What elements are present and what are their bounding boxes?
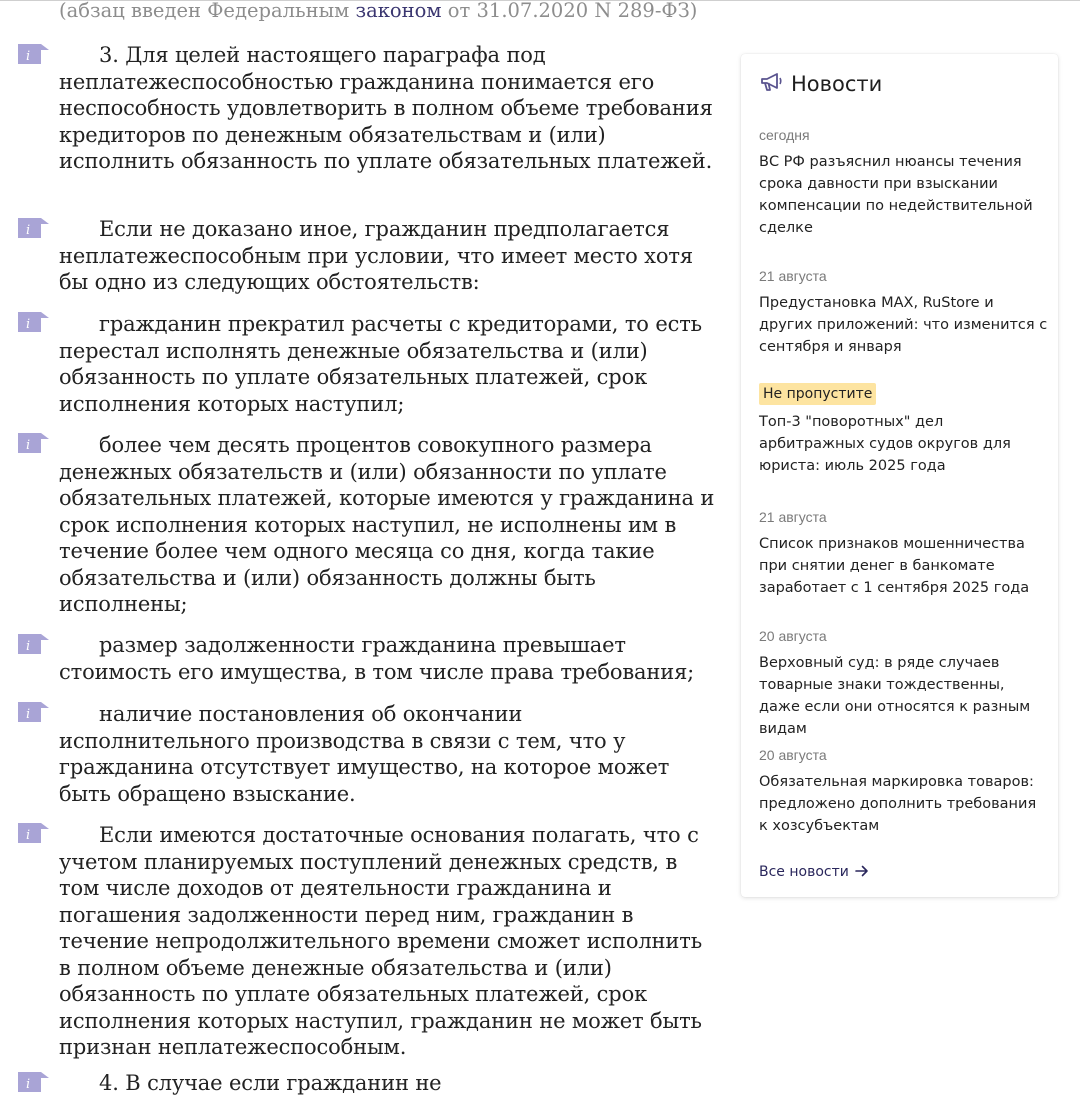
- law-paragraph: [59, 42, 719, 175]
- news-date: 20 августа: [759, 747, 827, 763]
- paragraph-text: 3. Для целей настоящего параграфа под неплатежеспособностью гражданина понимается его неспособность удовлетворить в полном объеме требования кредиторов по денежным обязательствам и (или) исполнить обязанность по уплате обязательных платежей.: [59, 43, 713, 173]
- all-news-label: Все новости: [759, 863, 849, 880]
- svg-text:i: i: [26, 223, 31, 238]
- news-item[interactable]: [759, 383, 1049, 477]
- svg-text:i: i: [26, 828, 31, 843]
- info-comment-icon[interactable]: [18, 823, 50, 845]
- paragraph-text: Если имеются достаточные основания полагать, что с учетом планируемых поступлений денежных средств, в том числе доходов от деятельности гражданина и погашения задолженности перед ним, гражданин в течение непродолжительного времени сможет исполнить в полном объеме денежные обязательства и (или) обязанность по уплате обязательных платежей, срок исполнения которых наступил, гражданин не может быть признан неплатежеспособным.: [59, 823, 703, 1059]
- news-title: Новости: [791, 72, 883, 96]
- law-paragraph: [59, 432, 719, 618]
- law-paragraph: [59, 822, 719, 1061]
- paragraph-text: наличие постановления об окончании исполнительного производства в связи с тем, что у гражданина отсутствует имущество, на которое может быть обращено взыскание.: [59, 702, 670, 806]
- news-header: [759, 68, 882, 100]
- dont-miss-badge: Не пропустите: [759, 383, 876, 405]
- news-headline[interactable]: Обязательная маркировка товаров: предложено дополнить требования к хозсубъектам: [759, 774, 1037, 834]
- info-comment-icon[interactable]: [18, 634, 50, 656]
- info-comment-icon[interactable]: [18, 1072, 50, 1094]
- law-paragraph: [59, 216, 719, 296]
- svg-text:i: i: [26, 317, 31, 332]
- paragraph-text: размер задолженности гражданина превышает стоимость его имущества, в том числе права требования;: [59, 633, 695, 684]
- amendment-prefix: (абзац введен Федеральным: [59, 0, 356, 22]
- law-paragraph: [59, 701, 719, 807]
- law-paragraph: [59, 311, 719, 417]
- info-comment-icon[interactable]: [18, 433, 50, 455]
- paragraph-text: Если не доказано иное, гражданин предполагается неплатежеспособным при условии, что имеет место хотя бы одно из следующих обстоятельств:: [59, 217, 693, 294]
- svg-text:i: i: [26, 639, 31, 654]
- law-paragraph: [59, 1070, 719, 1097]
- news-item[interactable]: [759, 508, 1049, 599]
- news-item[interactable]: [759, 126, 1049, 239]
- svg-text:i: i: [26, 707, 31, 722]
- all-news-link[interactable]: [759, 862, 869, 881]
- amendment-suffix: от 31.07.2020 N 289-ФЗ): [441, 0, 698, 22]
- news-date: 21 августа: [759, 509, 827, 525]
- svg-text:i: i: [26, 1077, 31, 1092]
- paragraph-text: гражданин прекратил расчеты с кредиторами, то есть перестал исполнять денежные обязательства и (или) обязанность по уплате обязательных платежей, срок исполнения которых наступил;: [59, 312, 702, 416]
- info-comment-icon[interactable]: [18, 44, 50, 66]
- news-headline[interactable]: ВС РФ разъяснил нюансы течения срока давности при взыскании компенсации по недействительной сделке: [759, 154, 1033, 236]
- megaphone-icon: [759, 71, 783, 98]
- news-headline[interactable]: Список признаков мошенничества при снятии денег в банкомате заработает с 1 сентября 2025 года: [759, 536, 1030, 596]
- law-paragraph: [59, 632, 719, 685]
- news-date: 21 августа: [759, 268, 827, 284]
- amendment-law-link[interactable]: законом: [355, 0, 442, 22]
- amendment-note: [59, 0, 697, 24]
- paragraph-text: 4. В случае если гражданин не: [99, 1071, 442, 1095]
- news-headline[interactable]: Верховный суд: в ряде случаев товарные знаки тождественны, даже если они относятся к разным видам: [759, 655, 1031, 737]
- news-widget: [741, 54, 1058, 897]
- paragraph-text: более чем десять процентов совокупного размера денежных обязательств и (или) обязанности по уплате обязательных платежей, которые имеются у гражданина и срок исполнения которых наступил, не исполнены им в течение более чем одного месяца со дня, когда такие обязательства и (или) обязанность должны быть исполнены;: [59, 433, 715, 616]
- news-headline[interactable]: Предустановка MAX, RuStore и других приложений: что изменится с сентября и января: [759, 295, 1048, 355]
- news-item[interactable]: [759, 267, 1049, 358]
- info-comment-icon[interactable]: [18, 312, 50, 334]
- news-item[interactable]: [759, 746, 1049, 837]
- svg-text:i: i: [26, 438, 31, 453]
- info-comment-icon[interactable]: [18, 218, 50, 240]
- news-headline[interactable]: Топ-3 "поворотных" дел арбитражных судов округов для юриста: июль 2025 года: [759, 414, 1011, 474]
- news-date: сегодня: [759, 127, 810, 143]
- svg-text:i: i: [26, 49, 31, 64]
- news-item[interactable]: [759, 627, 1049, 740]
- arrow-right-icon: [855, 862, 869, 881]
- news-date: 20 августа: [759, 628, 827, 644]
- info-comment-icon[interactable]: [18, 702, 50, 724]
